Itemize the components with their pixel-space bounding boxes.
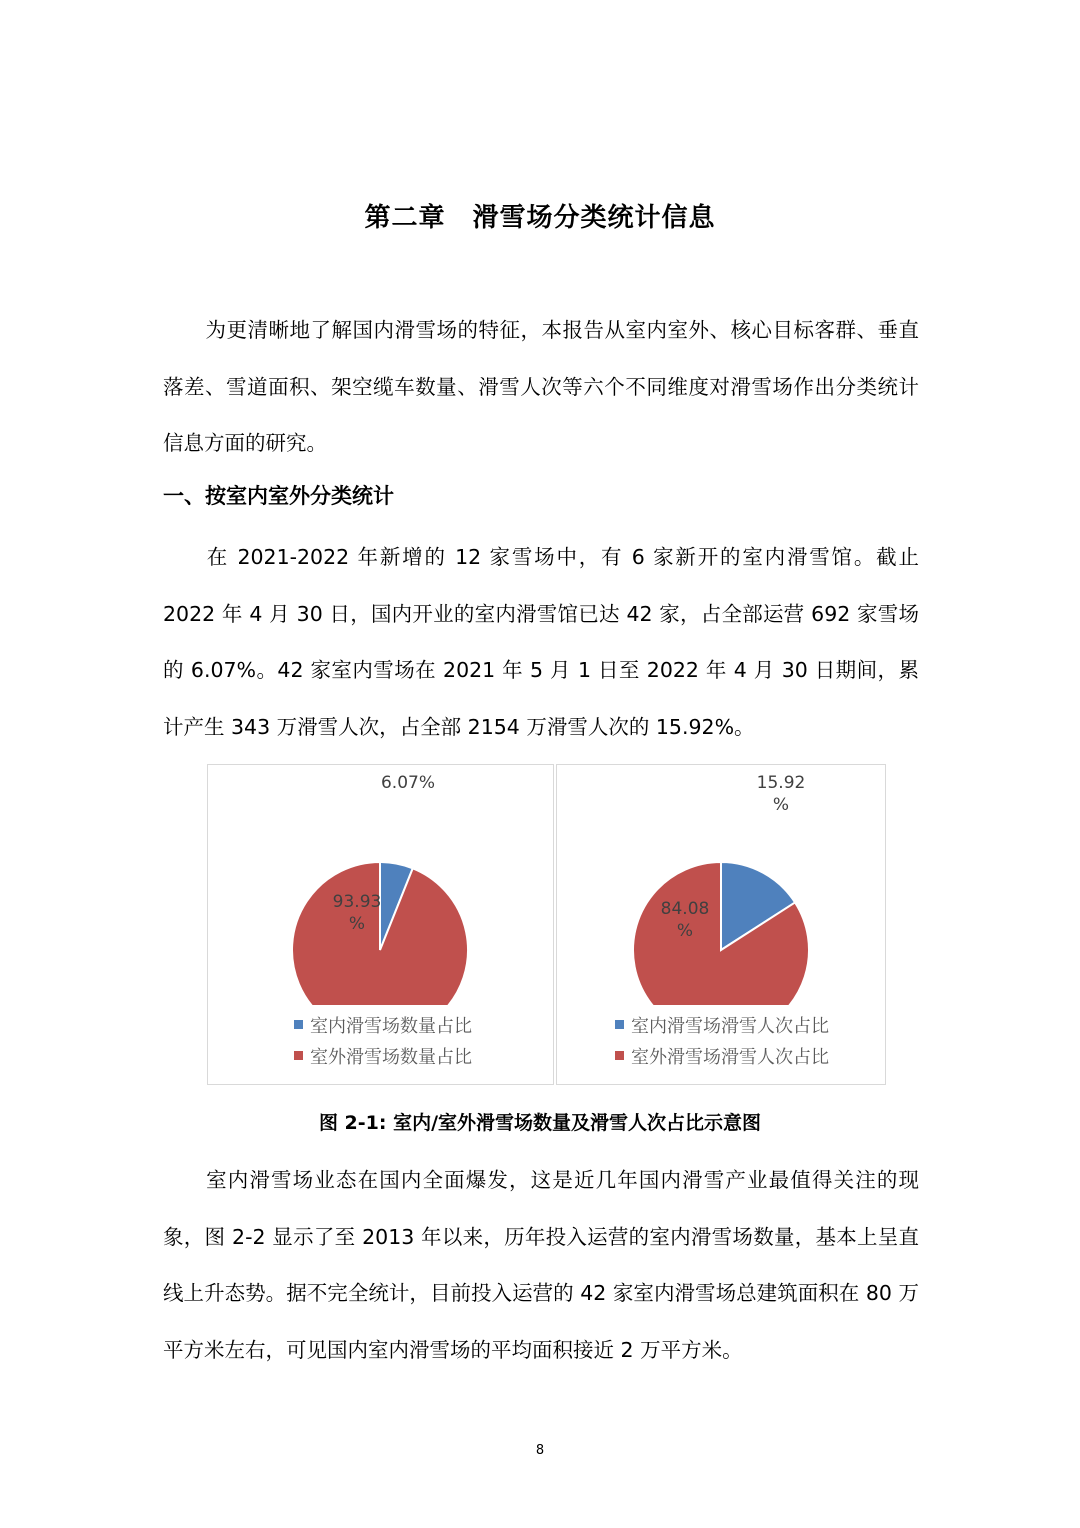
data-label-indoor-count: 6.07%	[380, 773, 436, 793]
page-title: 第二章 滑雪场分类统计信息	[364, 203, 716, 233]
section-heading: 一、按室内室外分类统计	[163, 484, 394, 508]
page-number: 8	[535, 1443, 545, 1458]
legend-label: 室外滑雪场数量占比	[310, 1047, 472, 1068]
pie-slice-outdoor-visits	[633, 862, 809, 1005]
pie-chart-venue-count-plot	[208, 765, 553, 1005]
indoor-paragraph	[163, 529, 919, 755]
indoor-paragraph-text: 在 2021-2022 年新增的 12 家雪场中，有 6 家新开的室内滑雪馆。截止 2022 年 4 月 30 日，国内开业的室内滑雪馆已达 42 家，占全部运营 692 家雪场的 6.07%。42 家室内雪场在 2021 年 5 月 1 日至 2022 年 4 月 30 日期间，累计产生 343 万滑雪人次，占全部 2154 万滑雪人次的 15.92%。	[163, 545, 919, 739]
legend-item-outdoor-visits	[557, 1041, 885, 1072]
legend-skier-visits	[557, 1010, 885, 1072]
figure-caption: 图 2-1: 室内/室外滑雪场数量及滑雪人次占比示意图	[318, 1112, 762, 1134]
data-label-indoor-visits: 15.92 %	[756, 773, 806, 815]
legend-swatch-blue	[615, 1020, 624, 1029]
data-label-outdoor-visits: 84.08 %	[660, 899, 710, 941]
legend-label: 室外滑雪场滑雪人次占比	[631, 1047, 829, 1068]
legend-label: 室内滑雪场数量占比	[310, 1016, 472, 1037]
pie-chart-venue-count	[207, 764, 554, 1085]
trend-paragraph	[163, 1152, 919, 1378]
legend-item-outdoor-count	[208, 1041, 553, 1072]
legend-item-indoor-visits	[557, 1010, 885, 1041]
pie-chart-skier-visits-plot	[557, 765, 885, 1005]
legend-swatch-red	[294, 1051, 303, 1060]
intro-paragraph	[163, 302, 919, 472]
data-label-outdoor-count: 93.93 %	[332, 892, 382, 934]
legend-swatch-red	[615, 1051, 624, 1060]
trend-paragraph-text: 室内滑雪场业态在国内全面爆发，这是近几年国内滑雪产业最值得关注的现象，图 2-2 显示了至 2013 年以来，历年投入运营的室内滑雪场数量，基本上呈直线上升态势。据不完全统计，目前投入运营的 42 家室内滑雪场总建筑面积在 80 万平方米左右，可见国内室内滑雪场的平均面积接近 2 万平方米。	[163, 1168, 919, 1362]
legend-swatch-blue	[294, 1020, 303, 1029]
legend-label: 室内滑雪场滑雪人次占比	[631, 1016, 829, 1037]
pie-chart-skier-visits	[556, 764, 886, 1085]
legend-venue-count	[208, 1010, 553, 1072]
intro-paragraph-text: 为更清晰地了解国内滑雪场的特征，本报告从室内室外、核心目标客群、垂直落差、雪道面积、架空缆车数量、滑雪人次等六个不同维度对滑雪场作出分类统计信息方面的研究。	[163, 318, 919, 455]
pie-slice-outdoor-count	[292, 862, 468, 1005]
legend-item-indoor-count	[208, 1010, 553, 1041]
